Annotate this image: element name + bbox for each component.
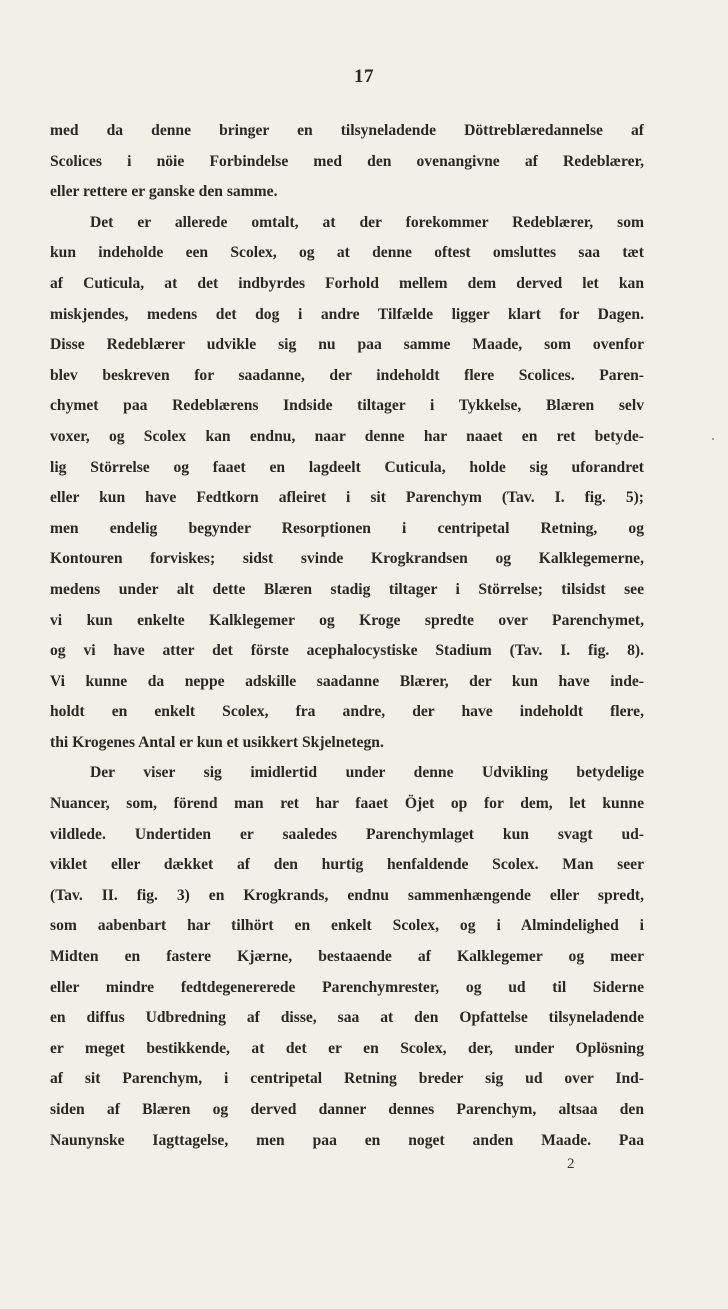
- text-line: en diffus Udbredning af disse, saa at den Opfattelse tilsyneladende: [50, 1009, 644, 1027]
- text-line: viklet eller dækket af den hurtig henfaldende Scolex. Man seer: [50, 856, 644, 874]
- text-line: Der viser sig imidlertid under denne Udvikling betydelige: [90, 764, 644, 782]
- text-line: medens under alt dette Blæren stadig tiltager i Störrelse; tilsidst see: [50, 580, 644, 598]
- text-line: Naunynske Iagttagelse, men paa en noget anden Maade. Paa: [50, 1131, 644, 1149]
- text-line: af sit Parenchym, i centripetal Retning breder sig ud over Ind-: [50, 1070, 644, 1088]
- text-line: vi kun enkelte Kalklegemer og Kroge spredte over Parenchymet,: [50, 611, 644, 629]
- text-line: blev beskreven for saadanne, der indeholdt flere Scolices. Paren-: [50, 366, 644, 384]
- text-line: Nuancer, som, förend man ret har faaet Öjet op for dem, let kunne: [50, 795, 644, 813]
- text-line: kun indeholde een Scolex, og at denne oftest omsluttes saa tæt: [50, 244, 644, 262]
- text-line: Disse Redeblærer udvikle sig nu paa samme Maade, som ovenfor: [50, 336, 644, 354]
- text-line: men endelig begynder Resorptionen i centripetal Retning, og: [50, 519, 644, 537]
- text-line: eller rettere er ganske den samme.: [50, 183, 278, 201]
- body-text: [50, 116, 644, 1156]
- text-line: Vi kunne da neppe adskille saadanne Blærer, der kun have inde-: [50, 672, 644, 690]
- paper-speck: [712, 438, 714, 440]
- text-line: holdt en enkelt Scolex, fra andre, der have indeholdt flere,: [50, 703, 644, 721]
- printer-signature: 2: [567, 1156, 575, 1172]
- text-line: af Cuticula, at det indbyrdes Forhold mellem dem derved let kan: [50, 274, 644, 292]
- text-line: er meget bestikkende, at det er en Scolex, der, under Oplösning: [50, 1039, 644, 1057]
- text-line: siden af Blæren og derved danner dennes Parenchym, altsaa den: [50, 1101, 644, 1118]
- text-line: thi Krogenes Antal er kun et usikkert Skjelnetegn.: [50, 733, 384, 751]
- text-line: lig Störrelse og faaet en lagdeelt Cuticula, holde sig uforandret: [50, 458, 644, 476]
- page-number: 17: [354, 66, 374, 87]
- text-line: voxer, og Scolex kan endnu, naar denne har naaet en ret betyde-: [50, 427, 644, 445]
- text-line: Kontouren forviskes; sidst svinde Krogkrandsen og Kalklegemerne,: [50, 550, 644, 568]
- text-line: med da denne bringer en tilsyneladende Döttreblæredannelse af: [50, 122, 644, 139]
- text-line: eller kun have Fedtkorn afleiret i sit Parenchym (Tav. I. fig. 5);: [50, 489, 644, 507]
- text-line: som aabenbart har tilhört en enkelt Scolex, og i Almindelighed i: [50, 917, 644, 935]
- text-line: chymet paa Redeblærens Indside tiltager i Tykkelse, Blæren selv: [50, 397, 644, 415]
- text-line: eller mindre fedtdegenererede Parenchymrester, og ud til Siderne: [50, 978, 644, 996]
- text-line: (Tav. II. fig. 3) en Krogkrands, endnu sammenhængende eller spredt,: [50, 886, 644, 904]
- text-line: Midten en fastere Kjærne, bestaaende af Kalklegemer og meer: [50, 948, 644, 966]
- text-line: vildlede. Undertiden er saaledes Parenchymlaget kun svagt ud-: [50, 825, 644, 843]
- text-line: Det er allerede omtalt, at der forekommer Redeblærer, som: [90, 213, 644, 231]
- text-line: Scolices i nöie Forbindelse med den ovenangivne af Redeblærer,: [50, 152, 644, 170]
- text-line: og vi have atter det förste acephalocystiske Stadium (Tav. I. fig. 8).: [50, 642, 644, 660]
- text-line: miskjendes, medens det dog i andre Tilfælde ligger klart for Dagen.: [50, 305, 644, 323]
